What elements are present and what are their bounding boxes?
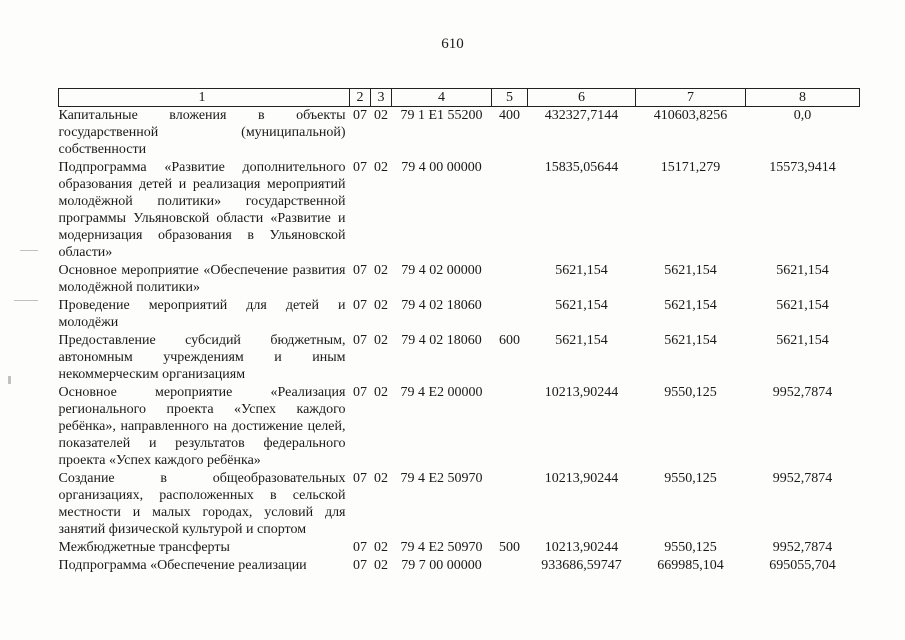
row-value-7: 5621,154 <box>664 298 717 313</box>
row-section: 07 <box>353 333 367 348</box>
table-row <box>59 159 860 262</box>
row-value-7: 410603,8256 <box>653 108 728 123</box>
row-value-8: 5621,154 <box>776 333 829 348</box>
row-section: 07 <box>353 540 367 555</box>
row-section: 07 <box>353 108 367 123</box>
scan-artifact <box>14 300 38 301</box>
row-target-code: 79 4 02 00000 <box>401 263 482 278</box>
row-value-7: 9550,125 <box>664 471 717 486</box>
row-target-code: 79 4 E2 50970 <box>400 471 483 486</box>
row-value-7: 9550,125 <box>664 385 717 400</box>
scan-artifact <box>8 376 11 384</box>
row-value-6: 933686,59747 <box>541 558 622 573</box>
page-number: 610 <box>441 36 464 52</box>
row-name: Предоставление субсидий бюджетным, автономным учреждениям и иным некоммерческим организациям <box>58 333 346 382</box>
row-target-code: 79 4 E2 50970 <box>400 540 483 555</box>
row-name: Создание в общеобразовательных организациях, расположенных в сельской местности и малых городах, условий для занятий физической культурой и спортом <box>58 471 346 537</box>
row-expense-type: 600 <box>499 333 520 348</box>
row-name: Проведение мероприятий для детей и молодёжи <box>58 298 346 330</box>
header-cell: 3 <box>371 89 392 107</box>
row-value-6: 5621,154 <box>555 263 608 278</box>
row-value-6: 432327,7144 <box>544 108 619 123</box>
row-section: 07 <box>353 160 367 175</box>
row-subsection: 02 <box>374 108 388 123</box>
row-value-7: 5621,154 <box>664 333 717 348</box>
row-value-8: 15573,9414 <box>769 160 836 175</box>
table-row <box>59 470 860 539</box>
row-value-8: 9952,7874 <box>772 471 833 486</box>
row-target-code: 79 4 E2 00000 <box>400 385 483 400</box>
row-subsection: 02 <box>374 160 388 175</box>
row-value-6: 10213,90244 <box>544 471 619 486</box>
table-row <box>59 297 860 332</box>
row-section: 07 <box>353 558 367 573</box>
row-subsection: 02 <box>374 385 388 400</box>
table-row <box>59 384 860 470</box>
row-value-8: 695055,704 <box>769 558 836 573</box>
row-value-6: 10213,90244 <box>544 540 619 555</box>
header-cell: 6 <box>528 89 636 107</box>
row-subsection: 02 <box>374 298 388 313</box>
row-name: Подпрограмма «Обеспечение реализации <box>58 558 307 573</box>
header-cell: 4 <box>392 89 492 107</box>
row-value-7: 15171,279 <box>660 160 721 175</box>
row-expense-type <box>492 470 528 539</box>
row-expense-type <box>492 557 528 574</box>
header-cell: 1 <box>59 89 350 107</box>
row-section: 07 <box>353 471 367 486</box>
row-target-code: 79 7 00 00000 <box>401 558 482 573</box>
header-cell: 8 <box>746 89 860 107</box>
row-expense-type: 400 <box>499 108 520 123</box>
table-row <box>59 557 860 574</box>
row-name: Межбюджетные трансферты <box>58 540 230 555</box>
row-value-7: 5621,154 <box>664 263 717 278</box>
table-row <box>59 107 860 160</box>
row-value-8: 9952,7874 <box>772 540 833 555</box>
row-name: Основное мероприятие «Обеспечение развития молодёжной политики» <box>58 263 346 295</box>
row-value-7: 9550,125 <box>664 540 717 555</box>
row-subsection: 02 <box>374 558 388 573</box>
row-value-6: 5621,154 <box>555 333 608 348</box>
row-section: 07 <box>353 385 367 400</box>
row-subsection: 02 <box>374 263 388 278</box>
scan-artifact <box>20 250 38 251</box>
row-value-8: 5621,154 <box>776 298 829 313</box>
header-cell: 7 <box>636 89 746 107</box>
row-expense-type <box>492 262 528 297</box>
header-cell: 5 <box>492 89 528 107</box>
table-row <box>59 262 860 297</box>
row-section: 07 <box>353 263 367 278</box>
row-section: 07 <box>353 298 367 313</box>
row-expense-type <box>492 297 528 332</box>
row-expense-type <box>492 384 528 470</box>
row-expense-type: 500 <box>499 540 520 555</box>
budget-table <box>58 88 860 574</box>
row-value-6: 15835,05644 <box>544 160 619 175</box>
row-value-8: 9952,7874 <box>772 385 833 400</box>
row-target-code: 79 4 02 18060 <box>401 298 482 313</box>
table-row <box>59 332 860 384</box>
row-target-code: 79 4 00 00000 <box>401 160 482 175</box>
header-cell: 2 <box>350 89 371 107</box>
row-value-6: 5621,154 <box>555 298 608 313</box>
header-row <box>59 89 860 107</box>
row-name: Капитальные вложения в объекты государственной (муниципальной) собственности <box>58 108 346 157</box>
row-name: Основное мероприятие «Реализация регионального проекта «Успех каждого ребёнка», направленного на достижение целей, показателей и результатов федерального проекта «Успех каждого ребёнка» <box>58 385 346 468</box>
row-subsection: 02 <box>374 540 388 555</box>
row-value-8: 5621,154 <box>776 263 829 278</box>
row-value-7: 669985,104 <box>657 558 724 573</box>
row-target-code: 79 4 02 18060 <box>401 333 482 348</box>
row-value-8: 0,0 <box>793 108 812 123</box>
row-name: Подпрограмма «Развитие дополнительного образования детей и реализация мероприятий молодёжной политики» государственной программы Ульяновской области «Развитие и модернизация образования в Ульяновской области» <box>58 160 346 260</box>
row-target-code: 79 1 E1 55200 <box>400 108 483 123</box>
table-row <box>59 539 860 557</box>
row-expense-type <box>492 159 528 262</box>
row-value-6: 10213,90244 <box>544 385 619 400</box>
row-subsection: 02 <box>374 471 388 486</box>
row-subsection: 02 <box>374 333 388 348</box>
